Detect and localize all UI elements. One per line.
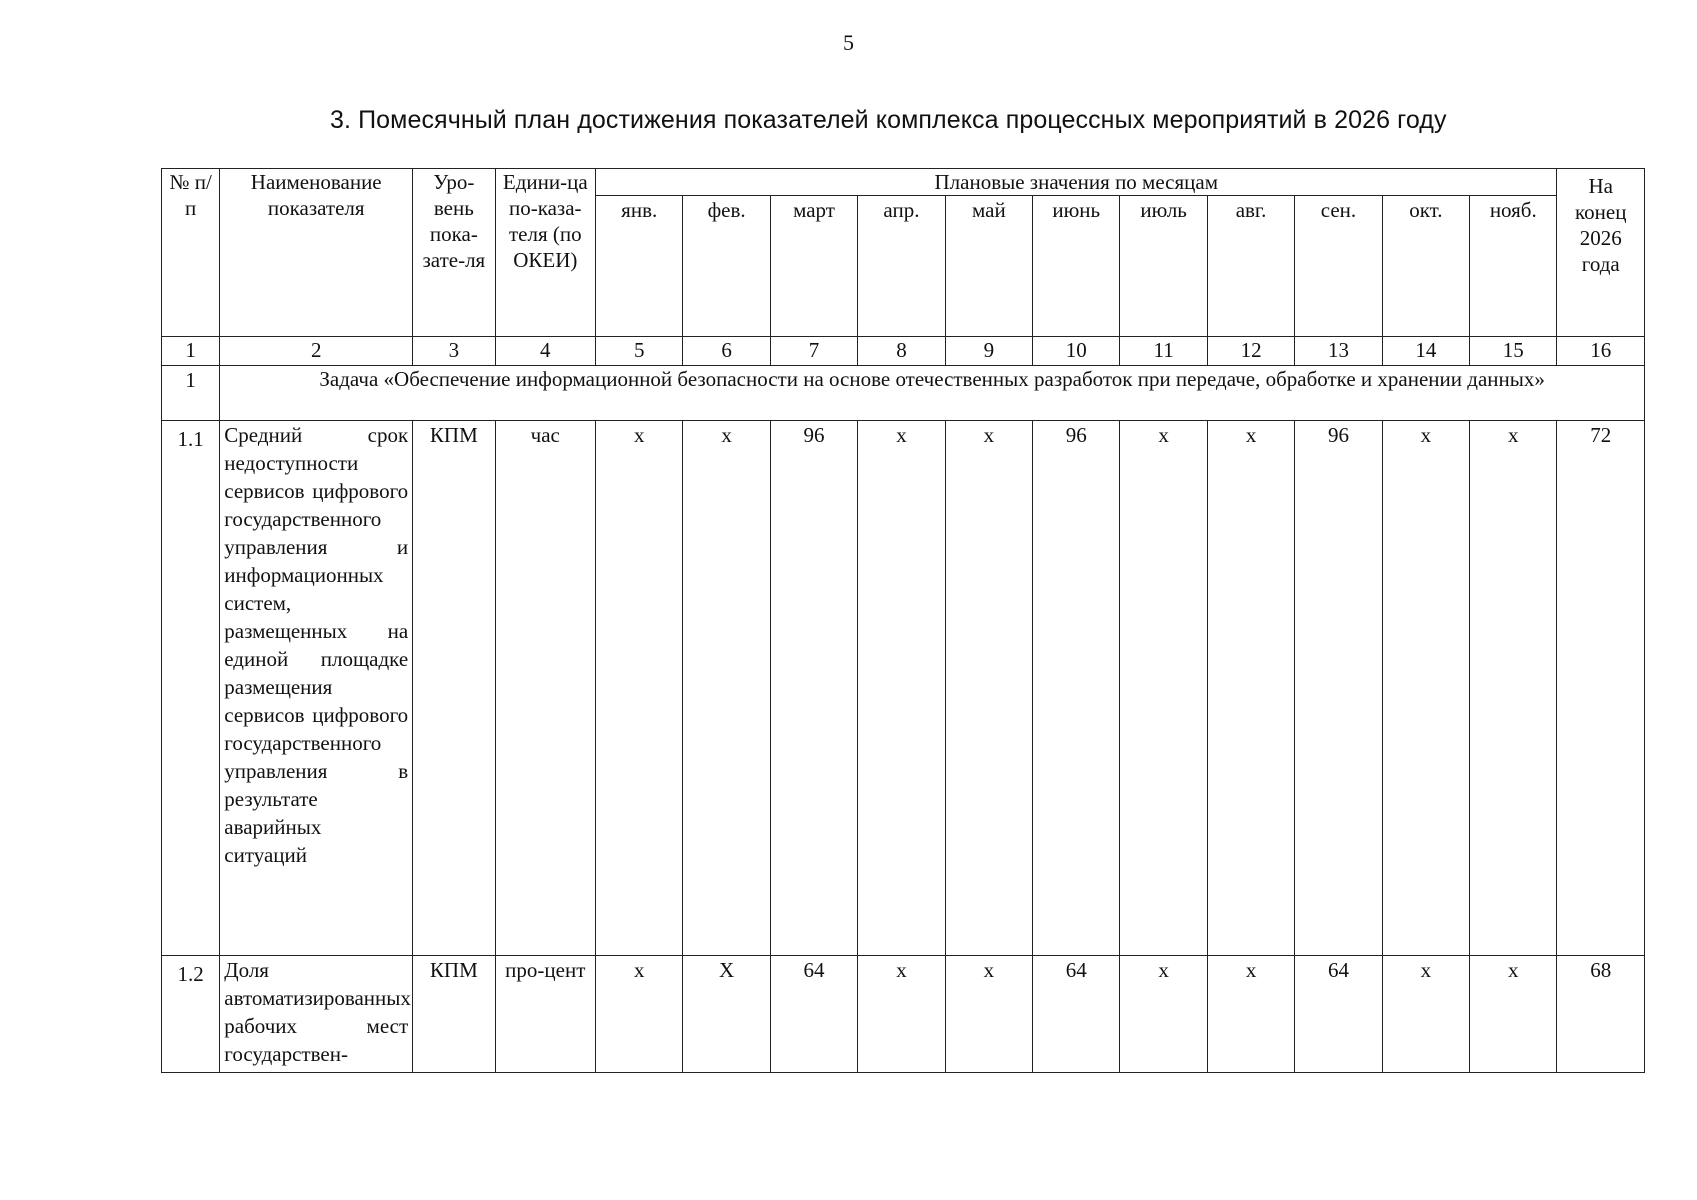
column-number: 7: [770, 337, 857, 366]
header-name: Наименование показателя: [220, 169, 413, 337]
month-value: х: [1207, 956, 1294, 1073]
header-month: апр.: [858, 196, 945, 337]
month-value: х: [1120, 956, 1207, 1073]
indicator-name: Доля автоматизированных рабочих мест государствен-: [220, 956, 413, 1073]
column-number: 12: [1207, 337, 1294, 366]
table-row: [162, 956, 1645, 1073]
column-number: 5: [596, 337, 683, 366]
end-of-year-value: 72: [1557, 421, 1645, 956]
month-value: х: [1470, 421, 1557, 956]
row-num: 1.2: [162, 956, 220, 1073]
month-value: х: [858, 956, 945, 1073]
column-number: 9: [945, 337, 1032, 366]
column-number: 4: [495, 337, 595, 366]
indicator-level: КПМ: [413, 956, 495, 1073]
table-row: [162, 421, 1645, 956]
month-value: 64: [1033, 956, 1120, 1073]
column-number: 16: [1557, 337, 1645, 366]
task-num: 1: [162, 366, 220, 421]
header-unit: Едини-ца по-каза-теля (по ОКЕИ): [495, 169, 595, 337]
column-number: 1: [162, 337, 220, 366]
header-month: сен.: [1295, 196, 1382, 337]
header-month: май: [945, 196, 1032, 337]
header-month: окт.: [1382, 196, 1469, 337]
task-row: [162, 366, 1645, 421]
end-of-year-value: 68: [1557, 956, 1645, 1073]
header-level: Уро-вень пока-зате-ля: [413, 169, 495, 337]
month-value: х: [945, 421, 1032, 956]
column-number: 13: [1295, 337, 1382, 366]
month-value: х: [1382, 956, 1469, 1073]
month-value: х: [1120, 421, 1207, 956]
header-end-of-year: На конец 2026 года: [1557, 169, 1645, 337]
task-text: Задача «Обеспечение информационной безопасности на основе отечественных разработок при передаче, обработке и хранении данных»: [220, 366, 1645, 421]
header-month: фев.: [683, 196, 770, 337]
page-title: 3. Помесячный план достижения показателей комплекса процессных мероприятий в 2026 году: [330, 106, 1447, 134]
header-month: июль: [1120, 196, 1207, 337]
month-value: Х: [683, 956, 770, 1073]
indicator-level: КПМ: [413, 421, 495, 956]
header-month: янв.: [596, 196, 683, 337]
month-value: х: [1382, 421, 1469, 956]
header-num: № п/п: [162, 169, 220, 337]
month-value: х: [1207, 421, 1294, 956]
month-value: х: [858, 421, 945, 956]
month-value: 64: [1295, 956, 1382, 1073]
indicator-name: Средний срок недоступности сервисов цифрового государственного управления и информационных систем, размещенных на единой площадке размещения сервисов цифрового государственного управления в результате аварийных ситуаций: [220, 421, 413, 956]
month-value: 64: [770, 956, 857, 1073]
month-value: 96: [1033, 421, 1120, 956]
header-month: нояб.: [1470, 196, 1557, 337]
indicator-unit: про-цент: [495, 956, 595, 1073]
header-row-1: [162, 169, 1645, 196]
month-value: 96: [770, 421, 857, 956]
header-planned-values: Плановые значения по месяцам: [596, 169, 1557, 196]
month-value: х: [596, 956, 683, 1073]
column-number: 3: [413, 337, 495, 366]
header-month: март: [770, 196, 857, 337]
month-value: 96: [1295, 421, 1382, 956]
header-month: июнь: [1033, 196, 1120, 337]
monthly-plan-table: [161, 168, 1645, 1073]
column-number: 14: [1382, 337, 1469, 366]
column-number: 2: [220, 337, 413, 366]
indicator-unit: час: [495, 421, 595, 956]
header-month: авг.: [1207, 196, 1294, 337]
column-number: 10: [1033, 337, 1120, 366]
month-value: х: [683, 421, 770, 956]
month-value: х: [945, 956, 1032, 1073]
column-number: 8: [858, 337, 945, 366]
month-value: х: [1470, 956, 1557, 1073]
row-num: 1.1: [162, 421, 220, 956]
page-number: 5: [843, 30, 854, 55]
column-number-row: [162, 337, 1645, 366]
column-number: 15: [1470, 337, 1557, 366]
month-value: х: [596, 421, 683, 956]
column-number: 11: [1120, 337, 1207, 366]
column-number: 6: [683, 337, 770, 366]
